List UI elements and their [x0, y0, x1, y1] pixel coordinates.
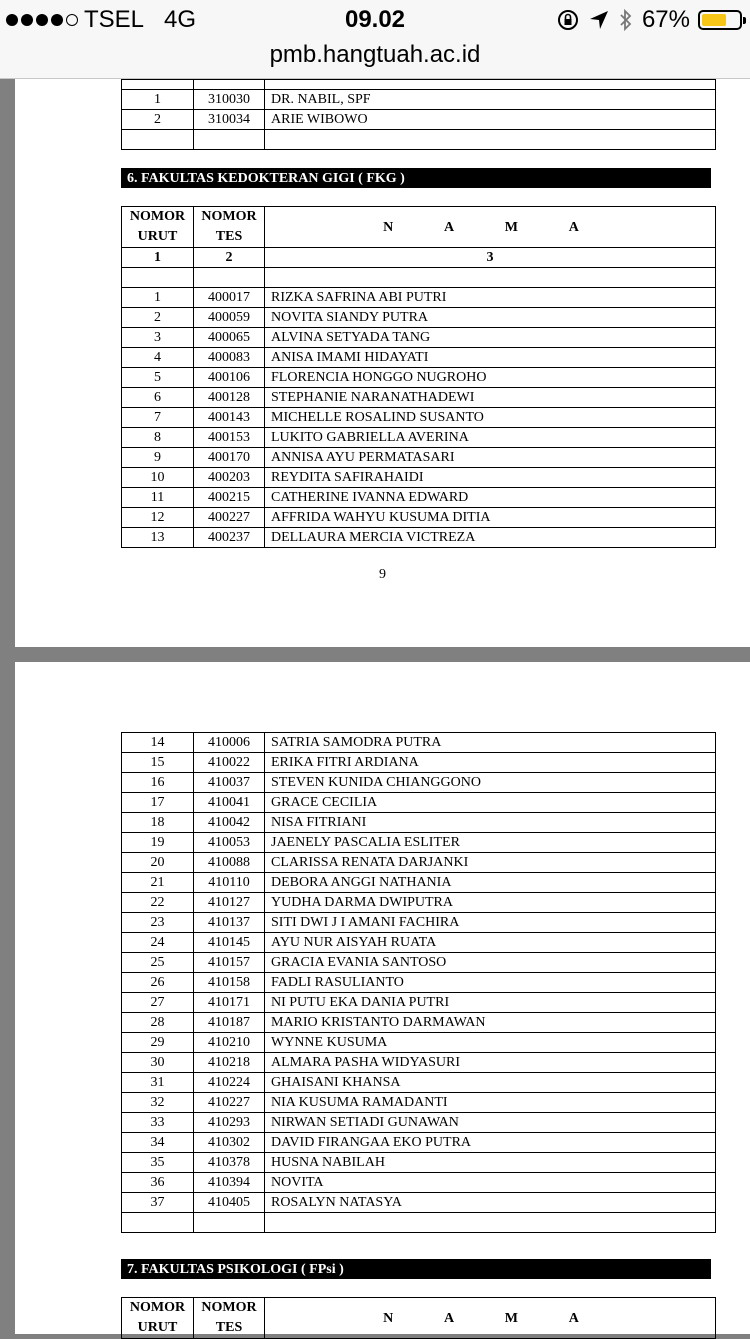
- cell-no: 14: [122, 733, 194, 753]
- cell-no: 9: [122, 448, 194, 468]
- table-row: [122, 1133, 716, 1153]
- page-number: 9: [379, 567, 386, 582]
- table-row: [122, 1153, 716, 1173]
- cell-no: 19: [122, 833, 194, 853]
- table-row: [122, 753, 716, 773]
- cell-nama: ROSALYN NATASYA: [265, 1193, 716, 1213]
- cell-tes: 400128: [194, 388, 265, 408]
- cell-tes: 410158: [194, 973, 265, 993]
- location-arrow-icon: [588, 9, 610, 31]
- table-row: [122, 308, 716, 328]
- cell-nama: JAENELY PASCALIA ESLITER: [265, 833, 716, 853]
- cell-tes: 410187: [194, 1013, 265, 1033]
- orientation-lock-icon: [556, 8, 580, 32]
- cell-no: 6: [122, 388, 194, 408]
- header-nama: N A M A: [265, 1298, 716, 1339]
- cell-tes: 400153: [194, 428, 265, 448]
- header-nama: N A M A: [265, 207, 716, 248]
- table-row: [122, 973, 716, 993]
- table-row: [122, 913, 716, 933]
- table-row: [122, 528, 716, 548]
- cell-tes: 410088: [194, 853, 265, 873]
- cell-no: 31: [122, 1073, 194, 1093]
- table-header-row: [122, 207, 716, 248]
- cell-tes: 400059: [194, 308, 265, 328]
- table-row: [122, 1113, 716, 1133]
- cell-no: 30: [122, 1053, 194, 1073]
- table-row: [122, 1093, 716, 1113]
- document-page-10: [15, 662, 750, 1334]
- cell-nama: NIA KUSUMA RAMADANTI: [265, 1093, 716, 1113]
- cell-nama: FADLI RASULIANTO: [265, 973, 716, 993]
- cell-nama: DR. NABIL, SPF: [265, 90, 716, 110]
- cell-tes: 400237: [194, 528, 265, 548]
- cell-no: 17: [122, 793, 194, 813]
- cell-no: 26: [122, 973, 194, 993]
- cell-no: 34: [122, 1133, 194, 1153]
- cell-no: 2: [122, 308, 194, 328]
- cell-no: 10: [122, 468, 194, 488]
- cell-no: 37: [122, 1193, 194, 1213]
- cell-nama: ALVINA SETYADA TANG: [265, 328, 716, 348]
- cell-no: 4: [122, 348, 194, 368]
- cell-tes: 410224: [194, 1073, 265, 1093]
- cell-nama: CLARISSA RENATA DARJANKI: [265, 853, 716, 873]
- cell-nama: LUKITO GABRIELLA AVERINA: [265, 428, 716, 448]
- cell-tes: 410041: [194, 793, 265, 813]
- status-icons: [556, 6, 742, 34]
- cell-nama: AFFRIDA WAHYU KUSUMA DITIA: [265, 508, 716, 528]
- table-row: [122, 853, 716, 873]
- cell-tes: 400227: [194, 508, 265, 528]
- table-row: [122, 130, 716, 150]
- table-row: [122, 773, 716, 793]
- cell-no: 36: [122, 1173, 194, 1193]
- col-number: 1: [122, 248, 194, 268]
- cell-nama: DEBORA ANGGI NATHANIA: [265, 873, 716, 893]
- table-row: [122, 90, 716, 110]
- cell-nama: NIRWAN SETIADI GUNAWAN: [265, 1113, 716, 1133]
- cell-no: 2: [122, 110, 194, 130]
- cell-tes: 400083: [194, 348, 265, 368]
- table-row: [122, 408, 716, 428]
- cell-nama: SITI DWI J I AMANI FACHIRA: [265, 913, 716, 933]
- cell-tes: 410145: [194, 933, 265, 953]
- cell-no: 3: [122, 328, 194, 348]
- header-nomor-urut: NOMOR URUT: [122, 1298, 194, 1339]
- cell-tes: 410022: [194, 753, 265, 773]
- table-row: [122, 933, 716, 953]
- cell-no: 35: [122, 1153, 194, 1173]
- cell-no: 7: [122, 408, 194, 428]
- cell-no: 8: [122, 428, 194, 448]
- cell-no: 22: [122, 893, 194, 913]
- cell-nama: AYU NUR AISYAH RUATA: [265, 933, 716, 953]
- table-row: [122, 368, 716, 388]
- table-row: [122, 1033, 716, 1053]
- document-page-9: [15, 79, 750, 647]
- cell-tes: 400106: [194, 368, 265, 388]
- table-row: [122, 80, 716, 90]
- table-row: [122, 328, 716, 348]
- cell-tes: 410171: [194, 993, 265, 1013]
- cell-tes: 410110: [194, 873, 265, 893]
- battery-icon: [698, 10, 742, 30]
- cell-nama: GHAISANI KHANSA: [265, 1073, 716, 1093]
- cell-no: 23: [122, 913, 194, 933]
- cell-tes: 410210: [194, 1033, 265, 1053]
- table-row: [122, 893, 716, 913]
- cell-tes: 400170: [194, 448, 265, 468]
- faculty-table-previous: [121, 79, 716, 150]
- cell-nama: NOVITA: [265, 1173, 716, 1193]
- cell-nama: ARIE WIBOWO: [265, 110, 716, 130]
- cell-tes: 410127: [194, 893, 265, 913]
- cell-tes: 410053: [194, 833, 265, 853]
- table-row: [122, 1073, 716, 1093]
- cell-nama: FLORENCIA HONGGO NUGROHO: [265, 368, 716, 388]
- url-text[interactable]: pmb.hangtuah.ac.id: [269, 41, 481, 68]
- cell-nama: SATRIA SAMODRA PUTRA: [265, 733, 716, 753]
- cell-tes: 410293: [194, 1113, 265, 1133]
- cell-nama: YUDHA DARMA DWIPUTRA: [265, 893, 716, 913]
- col-number: 2: [194, 248, 265, 268]
- table-row: [122, 348, 716, 368]
- cell-nama: MARIO KRISTANTO DARMAWAN: [265, 1013, 716, 1033]
- network-type: 4G: [164, 6, 197, 33]
- cell-no: 32: [122, 1093, 194, 1113]
- cell-nama: ANISA IMAMI HIDAYATI: [265, 348, 716, 368]
- bluetooth-icon: [618, 8, 634, 32]
- cell-tes: 400215: [194, 488, 265, 508]
- cell-nama: HUSNA NABILAH: [265, 1153, 716, 1173]
- header-nomor-urut: NOMOR URUT: [122, 207, 194, 248]
- table-row: [122, 993, 716, 1013]
- table-row: [122, 1173, 716, 1193]
- cell-nama: STEPHANIE NARANATHADEWI: [265, 388, 716, 408]
- section-heading-fkg: 6. FAKULTAS KEDOKTERAN GIGI ( FKG ): [121, 168, 711, 188]
- cell-no: 1: [122, 288, 194, 308]
- table-row: [122, 1213, 716, 1233]
- faculty-table-fkg: [121, 206, 716, 548]
- table-row: [122, 388, 716, 408]
- cell-no: 20: [122, 853, 194, 873]
- cell-nama: GRACE CECILIA: [265, 793, 716, 813]
- cell-nama: DAVID FIRANGAA EKO PUTRA: [265, 1133, 716, 1153]
- cell-tes: 410006: [194, 733, 265, 753]
- status-bar: [0, 0, 750, 40]
- table-row: [122, 953, 716, 973]
- cell-no: 28: [122, 1013, 194, 1033]
- col-number: 3: [265, 248, 716, 268]
- cell-tes: 410378: [194, 1153, 265, 1173]
- table-row: [122, 1013, 716, 1033]
- header-nomor-tes: NOMOR TES: [194, 1298, 265, 1339]
- table-row: [122, 110, 716, 130]
- carrier-name: TSEL: [84, 6, 145, 33]
- cell-nama: STEVEN KUNIDA CHIANGGONO: [265, 773, 716, 793]
- table-row: [122, 1193, 716, 1213]
- table-row: [122, 288, 716, 308]
- table-row: [122, 733, 716, 753]
- table-header-row: [122, 1298, 716, 1339]
- cell-no: 16: [122, 773, 194, 793]
- cell-nama: REYDITA SAFIRAHAIDI: [265, 468, 716, 488]
- cell-nama: WYNNE KUSUMA: [265, 1033, 716, 1053]
- cell-tes: 410227: [194, 1093, 265, 1113]
- cell-no: 12: [122, 508, 194, 528]
- cell-tes: 400017: [194, 288, 265, 308]
- cell-nama: ERIKA FITRI ARDIANA: [265, 753, 716, 773]
- cell-nama: NI PUTU EKA DANIA PUTRI: [265, 993, 716, 1013]
- address-bar[interactable]: [0, 40, 750, 79]
- cell-no: 27: [122, 993, 194, 1013]
- cell-tes: 410302: [194, 1133, 265, 1153]
- cell-no: 33: [122, 1113, 194, 1133]
- cell-tes: 410137: [194, 913, 265, 933]
- cell-no: 1: [122, 90, 194, 110]
- table-row: [122, 873, 716, 893]
- cell-nama: ANNISA AYU PERMATASARI: [265, 448, 716, 468]
- cell-nama: NOVITA SIANDY PUTRA: [265, 308, 716, 328]
- cell-tes: 410042: [194, 813, 265, 833]
- cell-no: 29: [122, 1033, 194, 1053]
- cell-nama: RIZKA SAFRINA ABI PUTRI: [265, 288, 716, 308]
- clock: 09.02: [344, 6, 406, 33]
- cell-no: 13: [122, 528, 194, 548]
- cell-nama: GRACIA EVANIA SANTOSO: [265, 953, 716, 973]
- cell-tes: 310030: [194, 90, 265, 110]
- table-row: [122, 468, 716, 488]
- table-row: [122, 1053, 716, 1073]
- cell-tes: 400143: [194, 408, 265, 428]
- battery-percentage: 67%: [641, 6, 690, 33]
- cell-tes: 410394: [194, 1173, 265, 1193]
- cell-no: 5: [122, 368, 194, 388]
- cell-nama: ALMARA PASHA WIDYASURI: [265, 1053, 716, 1073]
- cell-tes: 410405: [194, 1193, 265, 1213]
- cell-no: 25: [122, 953, 194, 973]
- table-row: [122, 793, 716, 813]
- cell-no: 24: [122, 933, 194, 953]
- cell-nama: MICHELLE ROSALIND SUSANTO: [265, 408, 716, 428]
- table-row: [122, 448, 716, 468]
- cell-tes: 400203: [194, 468, 265, 488]
- cell-no: 21: [122, 873, 194, 893]
- cell-tes: 400065: [194, 328, 265, 348]
- cell-no: 15: [122, 753, 194, 773]
- cell-tes: 310034: [194, 110, 265, 130]
- cell-no: 18: [122, 813, 194, 833]
- table-row: [122, 488, 716, 508]
- cell-tes: 410218: [194, 1053, 265, 1073]
- cell-nama: DELLAURA MERCIA VICTREZA: [265, 528, 716, 548]
- section-heading-fpsi: 7. FAKULTAS PSIKOLOGI ( FPsi ): [121, 1259, 711, 1279]
- faculty-table-fpsi: [121, 1297, 716, 1339]
- column-number-row: [122, 248, 716, 268]
- header-nomor-tes: NOMOR TES: [194, 207, 265, 248]
- table-row: [122, 508, 716, 528]
- table-row: [122, 268, 716, 288]
- cell-nama: CATHERINE IVANNA EDWARD: [265, 488, 716, 508]
- faculty-table-fkg-continued: [121, 732, 716, 1233]
- cell-nama: NISA FITRIANI: [265, 813, 716, 833]
- cell-no: 11: [122, 488, 194, 508]
- cell-tes: 410157: [194, 953, 265, 973]
- table-row: [122, 428, 716, 448]
- table-row: [122, 813, 716, 833]
- table-row: [122, 833, 716, 853]
- cell-tes: 410037: [194, 773, 265, 793]
